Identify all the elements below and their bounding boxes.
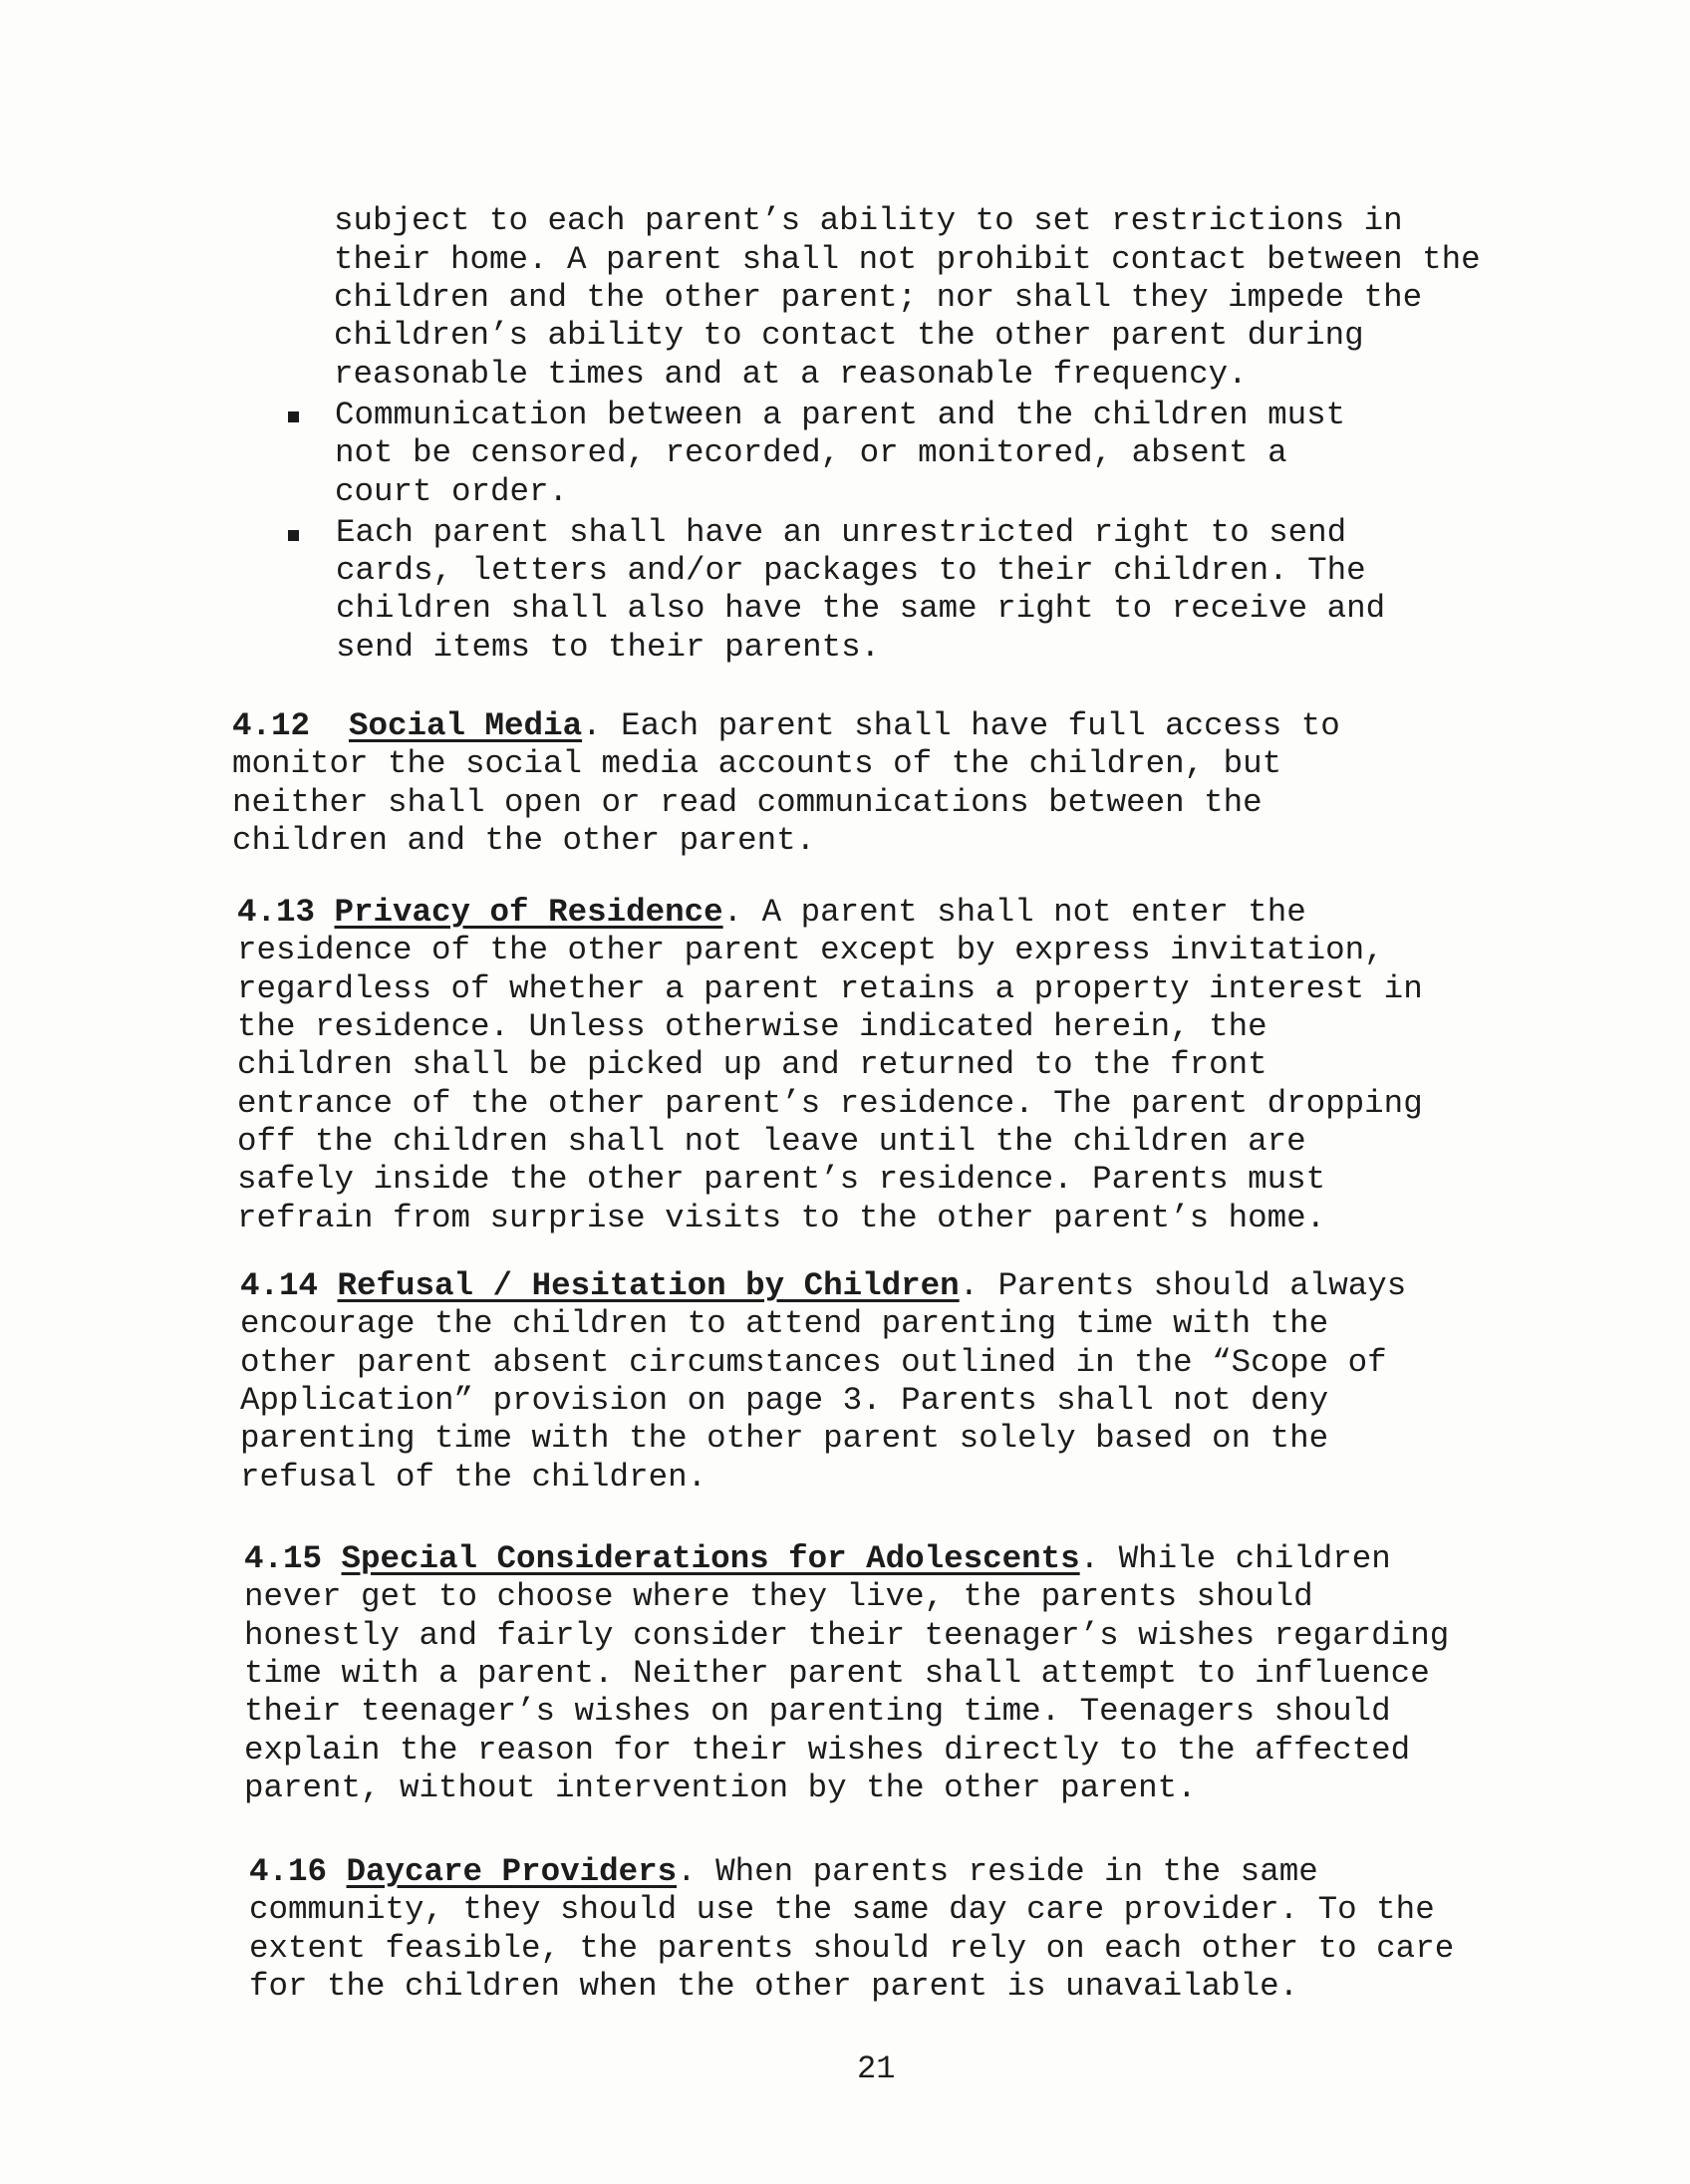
- text-line: time with a parent. Neither parent shall attempt to influence: [244, 1655, 1430, 1692]
- section-first-line-text: . A parent shall not enter the: [722, 894, 1306, 931]
- page-number: 21: [857, 2050, 896, 2087]
- text-line: the residence. Unless otherwise indicated herein, the: [237, 1008, 1268, 1045]
- square-bullet-icon: [288, 530, 299, 541]
- text-line: children shall also have the same right to receive and: [336, 590, 1386, 627]
- text-line: reasonable times and at a reasonable frequency.: [334, 356, 1248, 393]
- text-line: neither shall open or read communications between the: [232, 784, 1263, 821]
- text-line: children and the other parent; nor shall they impede the: [334, 279, 1423, 316]
- text-line: refusal of the children.: [240, 1459, 707, 1496]
- text-line: off the children shall not leave until the children are: [237, 1123, 1306, 1160]
- text-line: regardless of whether a parent retains a property interest in: [237, 970, 1423, 1007]
- text-line: parenting time with the other parent solely based on the: [240, 1420, 1329, 1457]
- text-line: safely inside the other parent’s residence. Parents must: [237, 1161, 1326, 1198]
- section-number: 4.16: [249, 1853, 328, 1890]
- text-line: cards, letters and/or packages to their children. The: [336, 552, 1366, 589]
- text-line: not be censored, recorded, or monitored, absent a: [335, 434, 1287, 471]
- text-line: Communication between a parent and the children must: [335, 397, 1346, 433]
- text-line: their home. A parent shall not prohibit contact between the: [334, 241, 1481, 278]
- section-title: Social Media: [349, 707, 583, 744]
- text-line: honestly and fairly consider their teenager’s wishes regarding: [244, 1617, 1450, 1654]
- text-line: never get to choose where they live, the parents should: [244, 1578, 1313, 1615]
- text-line: children and the other parent.: [232, 822, 816, 859]
- text-line: community, they should use the same day care provider. To the: [249, 1891, 1435, 1928]
- text-line: encourage the children to attend parenting time with the: [240, 1305, 1329, 1342]
- text-line: refrain from surprise visits to the other parent’s home.: [237, 1200, 1326, 1236]
- section-title: Refusal / Hesitation by Children: [337, 1267, 960, 1304]
- section-first-line-text: . When parents reside in the same: [677, 1853, 1318, 1890]
- section-number: 4.12: [232, 707, 311, 744]
- text-line: their teenager’s wishes on parenting time. Teenagers should: [244, 1693, 1391, 1730]
- section-first-line-text: . Each parent shall have full access to: [582, 707, 1340, 744]
- text-line: monitor the social media accounts of the children, but: [232, 745, 1282, 782]
- text-line: children’s ability to contact the other parent during: [334, 317, 1364, 354]
- text-line: explain the reason for their wishes directly to the affected: [244, 1732, 1411, 1769]
- section-number: 4.14: [240, 1267, 319, 1304]
- text-line: extent feasible, the parents should rely on each other to care: [249, 1930, 1455, 1967]
- text-line: residence of the other parent except by express invitation,: [237, 932, 1384, 968]
- text-line: send items to their parents.: [336, 629, 881, 666]
- section-heading-line: [232, 707, 1340, 745]
- text-line: parent, without intervention by the other parent.: [244, 1770, 1197, 1806]
- text-line: Application” provision on page 3. Parents shall not deny: [240, 1382, 1329, 1419]
- section-title: Privacy of Residence: [334, 894, 723, 931]
- text-line: for the children when the other parent is unavailable.: [249, 1968, 1299, 2005]
- text-line: court order.: [335, 473, 569, 510]
- section-heading-line: [237, 894, 1306, 932]
- square-bullet-icon: [288, 411, 299, 422]
- section-heading-line: [249, 1853, 1318, 1891]
- text-line: subject to each parent’s ability to set restrictions in: [334, 202, 1403, 239]
- section-title: Daycare Providers: [346, 1853, 678, 1890]
- section-first-line-text: . While children: [1079, 1540, 1391, 1577]
- section-first-line-text: . Parents should always: [959, 1267, 1407, 1304]
- text-line: entrance of the other parent’s residence. The parent dropping: [237, 1085, 1423, 1122]
- text-line: other parent absent circumstances outlined in the “Scope of: [240, 1344, 1387, 1381]
- section-heading-line: [244, 1540, 1391, 1578]
- section-title: Special Considerations for Adolescents: [341, 1540, 1080, 1577]
- section-heading-line: [240, 1267, 1406, 1305]
- section-number: 4.13: [237, 894, 316, 931]
- text-line: children shall be picked up and returned to the front: [237, 1046, 1268, 1083]
- text-line: Each parent shall have an unrestricted right to send: [336, 514, 1347, 551]
- section-number: 4.15: [244, 1540, 323, 1577]
